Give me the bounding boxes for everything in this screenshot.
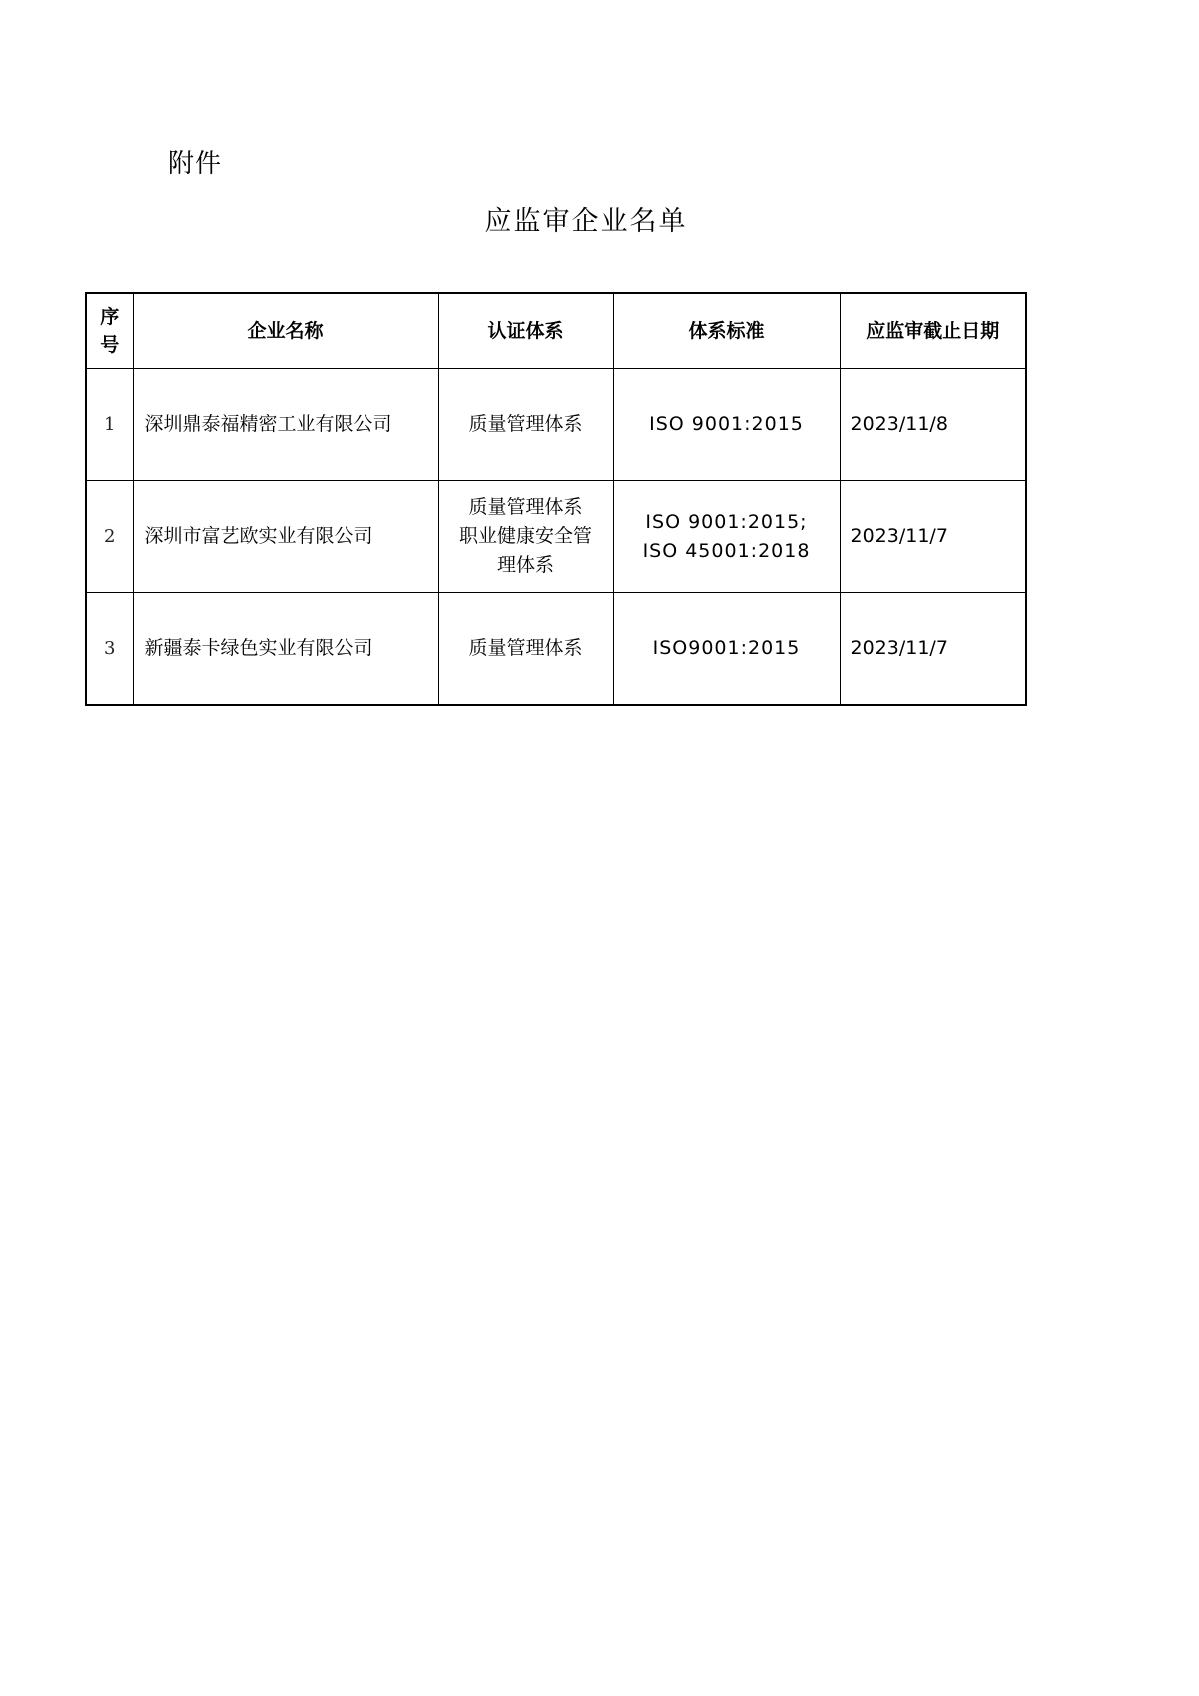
row-standard (613, 593, 840, 706)
table-row (86, 369, 1026, 481)
row-deadline: 2023/11/7 (840, 481, 1026, 593)
row-system (438, 593, 613, 706)
row-system (438, 369, 613, 481)
table-header-row (86, 293, 1026, 369)
row-standard-line: ISO 9001:2015; (645, 510, 808, 533)
document-title: 应监审企业名单 (484, 206, 688, 237)
header-seq-line1: 序 (100, 306, 120, 328)
row-standard-line: ISO 45001:2018 (642, 539, 811, 562)
header-seq (86, 293, 133, 369)
header-deadline: 应监审截止日期 (840, 293, 1026, 369)
row-system-line: 职业健康安全管 (458, 525, 592, 547)
attachment-label: 附件 (168, 149, 223, 179)
row-system-line: 质量管理体系 (468, 637, 583, 659)
row-system-line: 质量管理体系 (468, 496, 583, 518)
row-standard (613, 481, 840, 593)
header-standard: 体系标准 (613, 293, 840, 369)
row-company: 新疆泰卡绿色实业有限公司 (133, 593, 438, 706)
header-seq-line2: 号 (100, 334, 120, 356)
row-seq: 3 (86, 593, 133, 706)
header-cert-system: 认证体系 (438, 293, 613, 369)
row-seq: 1 (86, 369, 133, 481)
row-system (438, 481, 613, 593)
row-standard-line: ISO9001:2015 (652, 637, 801, 659)
header-company-name: 企业名称 (133, 293, 438, 369)
table-row (86, 593, 1026, 706)
row-standard-line: ISO 9001:2015 (649, 413, 804, 435)
row-deadline: 2023/11/8 (840, 369, 1026, 481)
row-company: 深圳市富艺欧实业有限公司 (133, 481, 438, 593)
row-company: 深圳鼎泰福精密工业有限公司 (133, 369, 438, 481)
row-deadline: 2023/11/7 (840, 593, 1026, 706)
row-system-line: 理体系 (496, 554, 554, 576)
row-standard (613, 369, 840, 481)
row-system-line: 质量管理体系 (468, 413, 583, 435)
company-list-table (85, 292, 1027, 706)
table-row (86, 481, 1026, 593)
row-seq: 2 (86, 481, 133, 593)
